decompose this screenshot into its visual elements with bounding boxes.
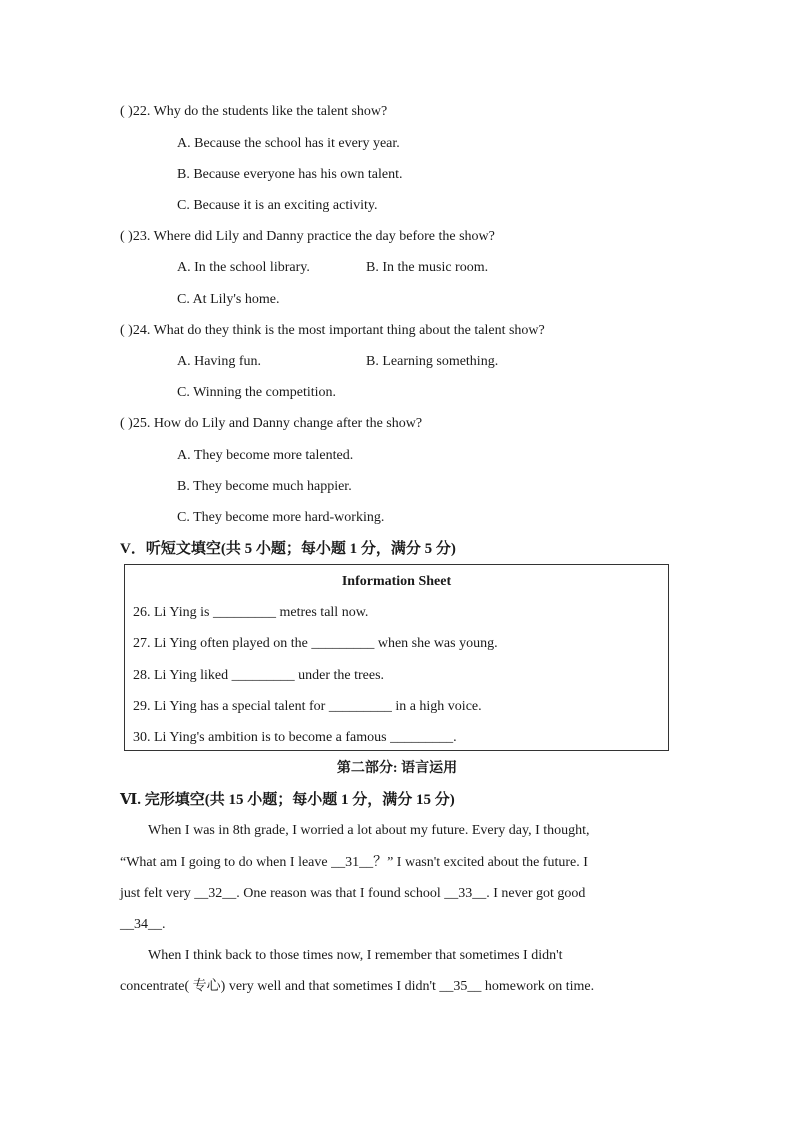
question-23-option-c: C. At Lily's home. [177, 292, 280, 307]
cloze-line-5: When I think back to those times now, I remember that sometimes I didn't [148, 948, 563, 963]
cloze-line-1: When I was in 8th grade, I worried a lot about my future. Every day, I thought, [148, 823, 590, 838]
information-sheet [124, 564, 669, 751]
question-23-option-b: B. In the music room. [366, 260, 489, 275]
question-22-option-a: A. Because the school has it every year. [177, 136, 400, 151]
question-22-option-b: B. Because everyone has his own talent. [177, 167, 403, 182]
question-24-option-b: B. Learning something. [366, 354, 499, 369]
sheet-row-27: 27. Li Ying often played on the _________ when she was young. [133, 636, 498, 651]
question-24-option-c: C. Winning the competition. [177, 385, 336, 400]
question-25-option-a: A. They become more talented. [177, 448, 354, 463]
question-24-stem: ( )24. What do they think is the most important thing about the talent show? [120, 323, 545, 338]
question-25-option-c: C. They become more hard-working. [177, 510, 385, 525]
question-23-stem: ( )23. Where did Lily and Danny practice the day before the show? [120, 229, 495, 244]
cloze-line-6: concentrate( 专心) very well and that sometimes I didn't __35__ homework on time. [120, 979, 595, 994]
cloze-line-2: “What am I going to do when I leave __31__？” I wasn't excited about the future. I [120, 855, 588, 870]
question-24-option-a: A. Having fun. [177, 354, 261, 369]
question-23-option-a: A. In the school library. [177, 260, 310, 275]
question-25-option-b: B. They become much happier. [177, 479, 352, 494]
cloze-line-4: __34__. [120, 917, 166, 932]
sheet-row-30: 30. Li Ying's ambition is to become a famous _________. [133, 730, 457, 745]
question-22-stem: ( )22. Why do the students like the talent show? [120, 104, 388, 119]
section-6-heading: Ⅵ. 完形填空(共 15 小题；每小题 1 分，满分 15 分) [120, 792, 455, 808]
cloze-line-3: just felt very __32__. One reason was that I found school __33__. I never got good [120, 886, 586, 901]
sheet-row-28: 28. Li Ying liked _________ under the trees. [133, 668, 385, 683]
sheet-row-29: 29. Li Ying has a special talent for _________ in a high voice. [133, 699, 482, 714]
part-2-heading: 第二部分: 语言运用 [336, 761, 458, 776]
sheet-row-26: 26. Li Ying is _________ metres tall now. [133, 605, 369, 620]
section-5-heading: V．听短文填空(共 5 小题；每小题 1 分，满分 5 分) [120, 541, 456, 557]
question-22-option-c: C. Because it is an exciting activity. [177, 198, 378, 213]
information-sheet-title: Information Sheet [341, 574, 452, 589]
question-25-stem: ( )25. How do Lily and Danny change after the show? [120, 416, 423, 431]
